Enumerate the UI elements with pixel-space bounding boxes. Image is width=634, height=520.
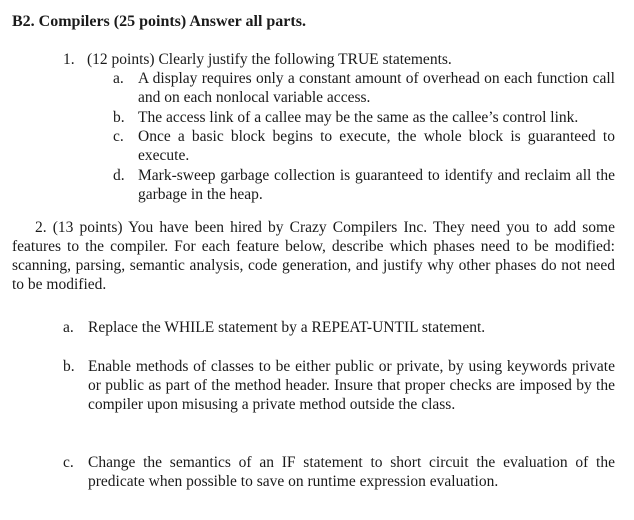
item-text: Replace the WHILE statement by a REPEAT-UNTIL statement.: [88, 319, 486, 336]
item-letter: c.: [113, 128, 124, 145]
question-1-intro: [63, 50, 452, 69]
item-text: Mark-sweep garbage collection is guaranteed to identify and reclaim all the garbage in the heap.: [138, 167, 615, 203]
question-1-item-d: [113, 166, 615, 204]
question-2-item-a: [63, 318, 615, 337]
question-1-number: 1.: [63, 51, 75, 68]
item-text: Enable methods of classes to be either public or private, by using keywords private or public as part of the method header. Insure that proper checks are imposed by the compiler upon misusing a private method outside the class.: [88, 358, 615, 413]
question-2-item-c: [63, 453, 615, 491]
question-1-item-c: [113, 127, 615, 165]
item-letter: c.: [63, 454, 74, 471]
question-1-item-a: [113, 69, 615, 107]
question-1-text: (12 points) Clearly justify the following TRUE statements.: [87, 51, 452, 68]
item-letter: a.: [113, 70, 124, 87]
item-text: Once a basic block begins to execute, the whole block is guaranteed to execute.: [138, 128, 615, 164]
question-2-intro: 2. (13 points) You have been hired by Crazy Compilers Inc. They need you to add some features to the compiler. For each feature below, describe which phases need to be modified: scanning, parsing, semantic analysis, code generation, and justify why other phases do not need to be modified.: [12, 219, 615, 293]
item-text: A display requires only a constant amount of overhead on each function call and on each nonlocal variable access.: [138, 70, 615, 106]
item-text: The access link of a callee may be the same as the callee’s control link.: [138, 109, 579, 126]
question-2-item-b: [63, 357, 615, 414]
question-1-item-b: [113, 108, 615, 127]
item-letter: b.: [113, 109, 125, 126]
item-letter: a.: [63, 319, 74, 336]
section-heading: B2. Compilers (25 points) Answer all parts.: [12, 13, 306, 30]
item-text: Change the semantics of an IF statement to short circuit the evaluation of the predicate when possible to save on runtime expression evaluation.: [88, 454, 615, 490]
item-letter: b.: [63, 358, 75, 375]
item-letter: d.: [113, 167, 125, 184]
